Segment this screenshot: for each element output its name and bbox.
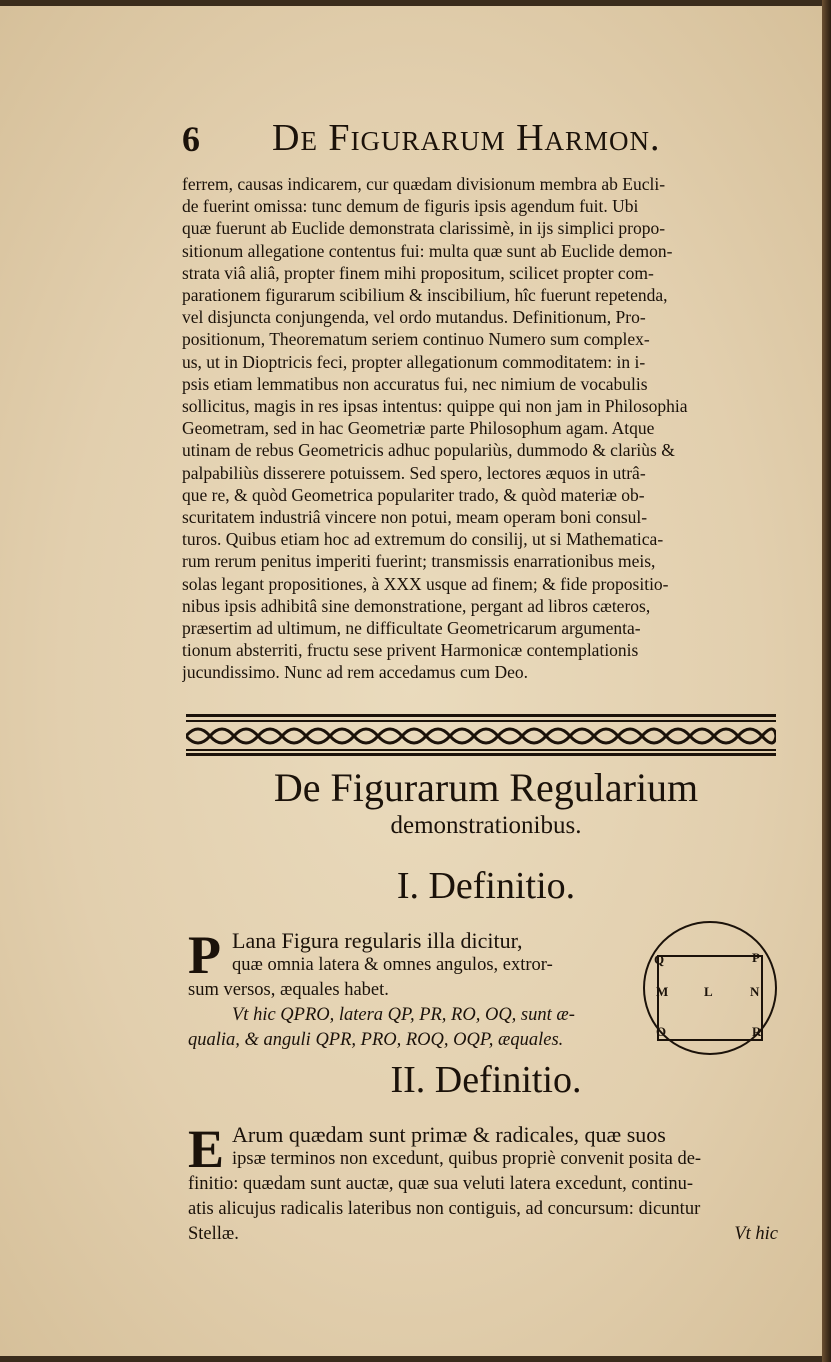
page-number: 6	[182, 119, 200, 159]
definition-line: quæ omnia latera & omnes angulos, extror-	[232, 955, 553, 975]
page-header	[182, 114, 722, 166]
text-line: Geometram, sed in hac Geometriæ parte Philosophum agam. Atque	[182, 418, 655, 439]
drop-cap: P	[188, 925, 221, 985]
text-line: nibus ipsis adhibitâ sine demonstratione, pergant ad libros cæteros,	[182, 595, 651, 616]
text-line: palpabiliùs disserere potuissem. Sed spero, lectores æquos in utrâ-	[182, 462, 646, 483]
text-line: præsertim ad ultimum, ne difficultate Geometricarum argumenta-	[182, 618, 641, 639]
definition-1-text	[188, 925, 638, 1053]
text-line: tionum absterriti, fructu sese privent Harmonicæ contemplationis	[182, 640, 639, 661]
definition-line: sum versos, æquales habet.	[188, 980, 389, 1000]
figure-label-n: N	[750, 984, 760, 999]
text-line: turos. Quibus etiam hoc ad extremum do consilij, ut si Mathematica-	[182, 529, 664, 550]
text-line: utinam de rebus Geometricis adhuc populariùs, dummodo & clariùs &	[182, 440, 675, 461]
text-line: solas legant propositiones, à XXX usque ad finem; & fide propositio-	[182, 573, 669, 594]
text-line: de fuerint omissa: tunc demum de figuris ipsis agendum fuit. Ubi	[182, 196, 639, 217]
definition-1-heading: I. Definitio.	[396, 865, 576, 907]
definition-line: finitio: quædam sunt auctæ, quæ sua veluti latera excedunt, continu-	[188, 1174, 694, 1194]
section-title: De Figurarum Regularium	[273, 765, 699, 810]
drop-cap: E	[188, 1119, 225, 1179]
text-line: positionum, Theorematum seriem continuo Numero sum complex-	[182, 329, 650, 350]
definition-2-text	[188, 1119, 788, 1247]
text-line: sollicitus, magis in res ipsas intentus: quippe qui non jam in Philosophia	[182, 396, 688, 417]
text-line: scuritatem industriâ vincere non potui, meam operam boni consul-	[182, 507, 648, 528]
definition-line: atis alicujus radicalis lateribus non contiguis, ad concursum: dicuntur	[188, 1199, 701, 1219]
decorative-ornament-band	[186, 714, 776, 756]
text-line: psis etiam lemmatibus non accuratus fui, nec nimium de vocabulis	[182, 373, 648, 394]
figure-label-r: R	[752, 1024, 762, 1039]
text-line: parationem figurarum scibilium & inscibilium, hîc fuerunt repetenda,	[182, 285, 668, 306]
figure-label-q: Q	[654, 952, 665, 967]
example-reference: Vt hic	[734, 1224, 778, 1244]
figure-label-o: O	[656, 1024, 667, 1039]
figure-label-l: L	[704, 984, 713, 999]
book-page	[0, 6, 822, 1356]
example-line: Vt hic QPRO, latera QP, PR, RO, OQ, sunt æ-	[232, 1005, 575, 1025]
text-line: vel disjuncta conjungenda, vel ordo mutandus. Definitionum, Pro-	[182, 307, 646, 328]
text-line: strata viâ aliâ, propter finem mihi propositum, scilicet propter com-	[182, 262, 654, 283]
definition-2-heading: II. Definitio.	[390, 1059, 582, 1101]
definition-line: ipsæ terminos non excedunt, quibus propriè convenit posita de-	[232, 1149, 702, 1169]
text-line: ferrem, causas indicarem, cur quædam divisionum membra ab Eucli-	[182, 174, 666, 194]
section-subtitle: demonstrationibus.	[390, 812, 582, 839]
text-line: jucundissimo. Nunc ad rem accedamus cum Deo.	[182, 662, 529, 683]
book-spine-edge	[822, 0, 831, 1362]
regular-square-figure	[640, 918, 780, 1058]
text-line: rum rerum penitus imperiti fuerint; transmissis enarrationibus meis,	[182, 551, 656, 572]
text-line: sitionum allegatione contentus fui: multa quæ sunt ab Euclide demon-	[182, 240, 673, 261]
text-line: us, ut in Dioptricis feci, propter allegationum commoditatem: in i-	[182, 351, 646, 372]
definition-line	[188, 1222, 788, 1247]
definition-line: Lana Figura regularis illa dicitur,	[232, 928, 523, 953]
example-line: qualia, & anguli QPR, PRO, ROQ, OQP, æquales.	[188, 1030, 564, 1050]
definition-last-word: Stellæ.	[188, 1224, 239, 1244]
figure-label-m: M	[656, 984, 669, 999]
text-line: quæ fuerunt ab Euclide demonstrata clarissimè, in ijs simplici propo-	[182, 218, 666, 239]
figure-label-p: P	[752, 950, 760, 965]
definition-line: Arum quædam sunt primæ & radicales, quæ suos	[232, 1122, 666, 1147]
body-paragraph	[182, 173, 792, 684]
text-line: que re, & quòd Geometrica populariter trado, & quòd materiæ ob-	[182, 484, 645, 505]
running-title: De Figurarum Harmon.	[272, 117, 661, 159]
